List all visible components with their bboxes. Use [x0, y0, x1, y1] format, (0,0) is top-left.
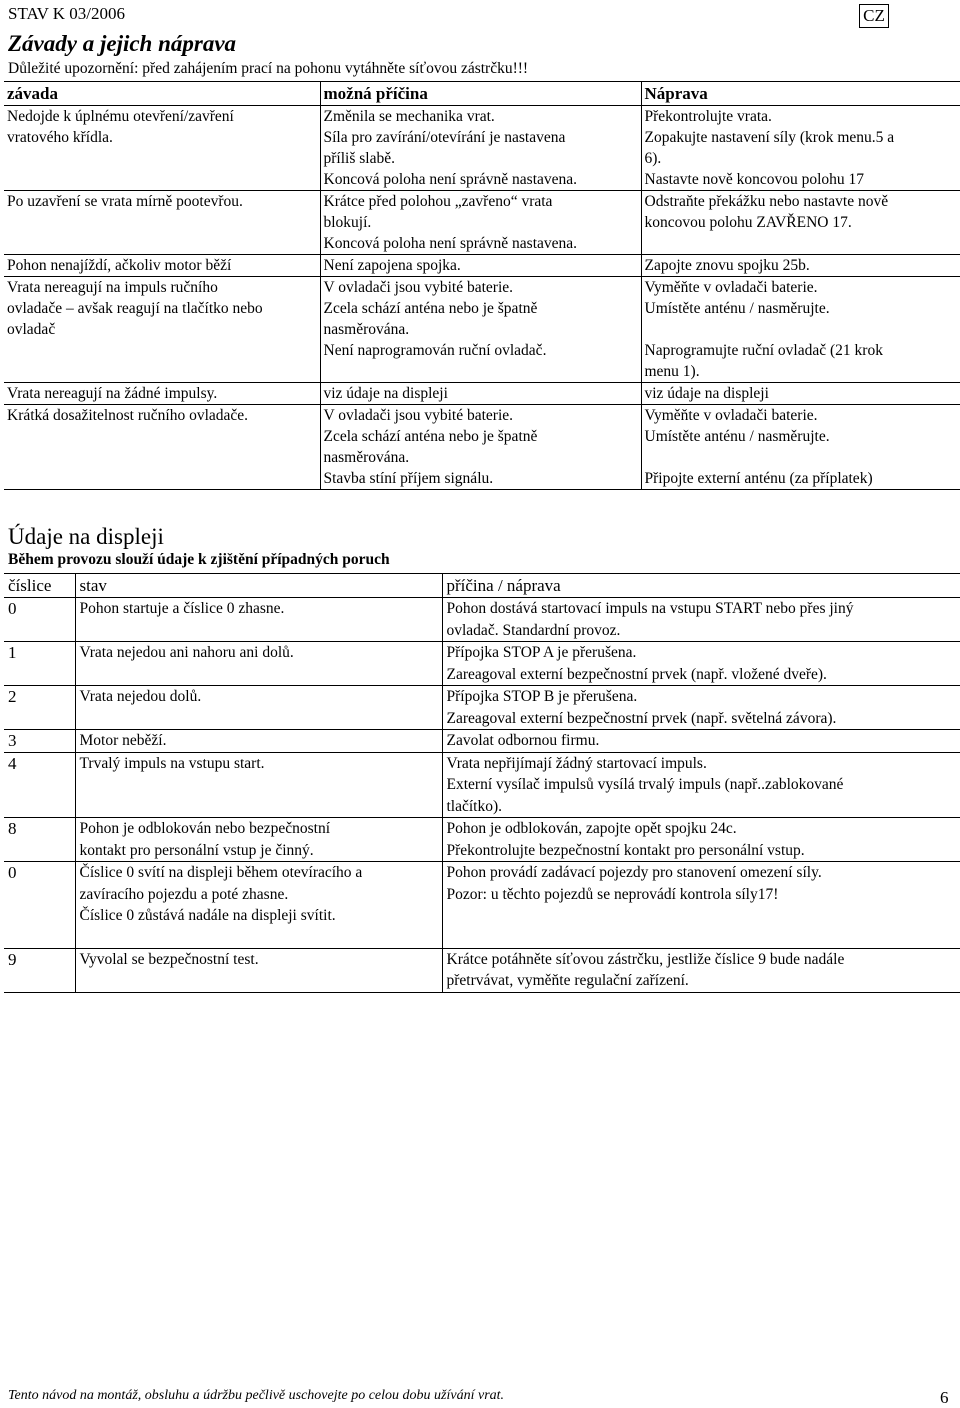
- cell-line: Nastavte nově koncovou polohu 17: [644, 171, 865, 188]
- column-header: příčina / náprava: [442, 574, 960, 598]
- column-header: číslice: [4, 574, 75, 598]
- table-row: [4, 730, 960, 753]
- cell-line: vratového křídla.: [7, 129, 113, 146]
- cell-line: Motor neběží.: [79, 732, 167, 749]
- fault-cell: [4, 191, 320, 255]
- cell-line: viz údaje na displeji: [323, 385, 448, 402]
- digit-cell: 4: [4, 752, 75, 818]
- table-row: [4, 818, 960, 862]
- cell-line: ovladač: [7, 321, 56, 338]
- table-row: [4, 752, 960, 818]
- digit-cell: 0: [4, 598, 75, 642]
- remedy-cell: [641, 255, 960, 277]
- column-header: závada: [4, 82, 320, 106]
- cell-line: Pohon je odblokován, zapojte opět spojku 24c.: [446, 820, 737, 837]
- table-row: [4, 948, 960, 992]
- cell-line: V ovladači jsou vybité baterie.: [323, 279, 514, 296]
- cause-cell: [320, 106, 641, 191]
- table-row: [4, 255, 960, 277]
- cell-line: ovladač. Standardní provoz.: [446, 621, 621, 639]
- fault-cell: [4, 383, 320, 405]
- cell-line: Stavba stíní příjem signálu.: [323, 470, 494, 487]
- cell-line: Překontrolujte vrata.: [644, 108, 772, 125]
- cell-line: Vrata nereagují na žádné impulsy.: [7, 385, 218, 402]
- state-cell: [75, 862, 442, 949]
- cause-cell: [442, 642, 960, 686]
- column-header: Náprava: [641, 82, 960, 106]
- cell-line: Vyměňte v ovladači baterie.: [644, 279, 818, 296]
- cell-line: Pozor: u těchto pojezdů se neprovádí kontrola síly17!: [446, 885, 779, 903]
- cause-cell: [320, 191, 641, 255]
- cell-line: Síla pro zavírání/otevírání je nastavena: [323, 129, 566, 146]
- remedy-cell: [641, 106, 960, 191]
- fault-cell: [4, 405, 320, 490]
- table-row: [4, 383, 960, 405]
- cell-line: koncovou polohu ZAVŘENO 17.: [644, 214, 852, 231]
- cell-line: ovladače – avšak reagují na tlačítko nebo: [7, 300, 263, 317]
- cell-line: Koncová poloha není správně nastavena.: [323, 171, 578, 188]
- cell-line: Trvalý impuls na vstupu start.: [79, 754, 265, 772]
- cause-cell: [320, 255, 641, 277]
- cell-line: Nedojde k úplnému otevření/zavření: [7, 108, 234, 125]
- state-cell: [75, 598, 442, 642]
- cell-line: Umístěte anténu / nasměrujte.: [644, 300, 830, 317]
- digit-cell: 3: [4, 730, 75, 753]
- cell-line: příliš slabě.: [323, 150, 395, 167]
- table-row: [4, 862, 960, 949]
- table-row: [4, 405, 960, 490]
- digit-cell: 1: [4, 642, 75, 686]
- fault-cell: [4, 255, 320, 277]
- cause-cell: [442, 948, 960, 992]
- cell-line: Přípojka STOP A je přerušena.: [446, 644, 637, 661]
- digit-cell: 0: [4, 862, 75, 949]
- cell-line: V ovladači jsou vybité baterie.: [323, 407, 514, 424]
- cell-line: Překontrolujte bezpečnostní kontakt pro personální vstup.: [446, 841, 805, 859]
- digit-cell: 9: [4, 948, 75, 992]
- cell-line: Externí vysílač impulsů vysílá trvalý impuls (např..zablokované: [446, 776, 844, 793]
- display-section-title: Údaje na displeji: [8, 524, 164, 549]
- state-cell: [75, 948, 442, 992]
- table-row: [4, 642, 960, 686]
- cell-line: Vrata nejedou dolů.: [79, 688, 202, 705]
- cell-line: Krátce potáhněte síťovou zástrčku, jestliže číslice 9 bude nadále: [446, 950, 845, 968]
- cell-line: Vyměňte v ovladači baterie.: [644, 407, 818, 424]
- document-code: STAV K 03/2006: [8, 4, 126, 23]
- display-codes-table: [4, 573, 960, 993]
- cell-line: Pohon je odblokován nebo bezpečnostní: [79, 820, 331, 837]
- cell-line: Zareagoval externí bezpečnostní prvek (např. světelná závora).: [446, 709, 837, 727]
- page-title: Závady a jejich náprava: [8, 31, 237, 56]
- cell-line: [645, 447, 958, 468]
- cell-line: Zapojte znovu spojku 25b.: [644, 257, 810, 274]
- cause-cell: [442, 862, 960, 949]
- safety-warning: Důležité upozornění: před zahájením prací na pohonu vytáhněte síťovou zástrčku!!!: [8, 60, 529, 77]
- cell-line: nasměrována.: [323, 321, 410, 338]
- cause-cell: [442, 818, 960, 862]
- remedy-cell: [641, 405, 960, 490]
- cell-line: tlačítko).: [446, 797, 503, 815]
- column-header: možná příčina: [320, 82, 641, 106]
- digit-cell: 8: [4, 818, 75, 862]
- cell-line: Pohon dostává startovací impuls na vstupu START nebo přes jiný: [446, 600, 854, 617]
- cause-cell: [442, 598, 960, 642]
- state-cell: [75, 730, 442, 753]
- cell-line: Umístěte anténu / nasměrujte.: [644, 428, 830, 445]
- cell-line: Zcela schází anténa nebo je špatně: [323, 300, 538, 317]
- cause-cell: [320, 383, 641, 405]
- table-row: [4, 686, 960, 730]
- cell-line: blokují.: [323, 214, 372, 231]
- cell-line: Zcela schází anténa nebo je špatně: [323, 428, 538, 445]
- cause-cell: [320, 277, 641, 383]
- cell-line: Vrata nepřijímají žádný startovací impuls.: [446, 754, 707, 772]
- page-number: 6: [940, 1388, 949, 1407]
- remedy-cell: [641, 191, 960, 255]
- table-row: [4, 106, 960, 191]
- cell-line: Pohon startuje a číslice 0 zhasne.: [79, 600, 285, 617]
- table-row: [4, 598, 960, 642]
- fault-table: [4, 81, 960, 490]
- cell-line: Po uzavření se vrata mírně pootevřou.: [7, 193, 243, 210]
- language-badge: CZ: [859, 4, 889, 28]
- display-table-header-row: [4, 574, 960, 598]
- cell-line: Pohon nenajíždí, ačkoliv motor běží: [7, 257, 232, 274]
- cell-line: Odstraňte překážku nebo nastavte nově: [644, 193, 889, 210]
- cell-line: Vrata nejedou ani nahoru ani dolů.: [79, 644, 294, 661]
- cell-line: Přípojka STOP B je přerušena.: [446, 688, 638, 705]
- cell-line: Zavolat odbornou firmu.: [446, 732, 600, 749]
- cell-line: Pohon provádí zadávací pojezdy pro stanovení omezení síly.: [446, 864, 822, 881]
- cell-line: Číslice 0 zůstává nadále na displeji svítit.: [79, 907, 336, 924]
- display-section-subtitle: Během provozu slouží údaje k zjištění případných poruch: [8, 551, 390, 568]
- fault-table-header-row: [4, 82, 960, 106]
- cell-line: viz údaje na displeji: [644, 385, 769, 402]
- state-cell: [75, 818, 442, 862]
- fault-cell: [4, 277, 320, 383]
- column-header: stav: [75, 574, 442, 598]
- cause-cell: [442, 686, 960, 730]
- table-row: [4, 277, 960, 383]
- cell-line: Koncová poloha není správně nastavena.: [323, 235, 578, 252]
- cause-cell: [442, 752, 960, 818]
- cell-line: Vyvolal se bezpečnostní test.: [79, 950, 259, 968]
- state-cell: [75, 642, 442, 686]
- table-row: [4, 191, 960, 255]
- state-cell: [75, 752, 442, 818]
- cell-line: Zopakujte nastavení síly (krok menu.5 a: [644, 129, 895, 146]
- cell-line: 6).: [644, 150, 662, 167]
- footer-note: Tento návod na montáž, obsluhu a údržbu pečlivě uschovejte po celou dobu užívání vrat.: [8, 1388, 505, 1403]
- remedy-cell: [641, 277, 960, 383]
- cell-line: nasměrována.: [323, 449, 410, 466]
- fault-cell: [4, 106, 320, 191]
- cell-line: Vrata nereagují na impuls ručního: [7, 279, 218, 296]
- cell-line: Není naprogramován ruční ovladač.: [323, 342, 547, 359]
- cell-line: přetrvávat, vyměňte regulační zařízení.: [446, 972, 689, 989]
- cell-line: Změnila se mechanika vrat.: [323, 108, 495, 125]
- cell-line: [645, 319, 958, 340]
- state-cell: [75, 686, 442, 730]
- cell-line: menu 1).: [644, 363, 700, 380]
- cell-line: Naprogramujte ruční ovladač (21 krok: [644, 342, 883, 359]
- cell-line: kontakt pro personální vstup je činný.: [79, 841, 314, 859]
- cell-line: Číslice 0 svítí na displeji během otevíracího a: [79, 864, 363, 881]
- cell-line: zavíracího pojezdu a poté zhasne.: [79, 885, 289, 903]
- cell-line: Krátce před polohou „zavřeno“ vrata: [323, 193, 553, 210]
- cell-line: Krátká dosažitelnost ručního ovladače.: [7, 407, 249, 424]
- remedy-cell: [641, 383, 960, 405]
- cell-line: Není zapojena spojka.: [323, 257, 461, 274]
- digit-cell: 2: [4, 686, 75, 730]
- cell-line: Zareagoval externí bezpečnostní prvek (např. vložené dveře).: [446, 665, 827, 683]
- cause-cell: [320, 405, 641, 490]
- cause-cell: [442, 730, 960, 753]
- cell-line: Připojte externí anténu (za příplatek): [644, 470, 873, 487]
